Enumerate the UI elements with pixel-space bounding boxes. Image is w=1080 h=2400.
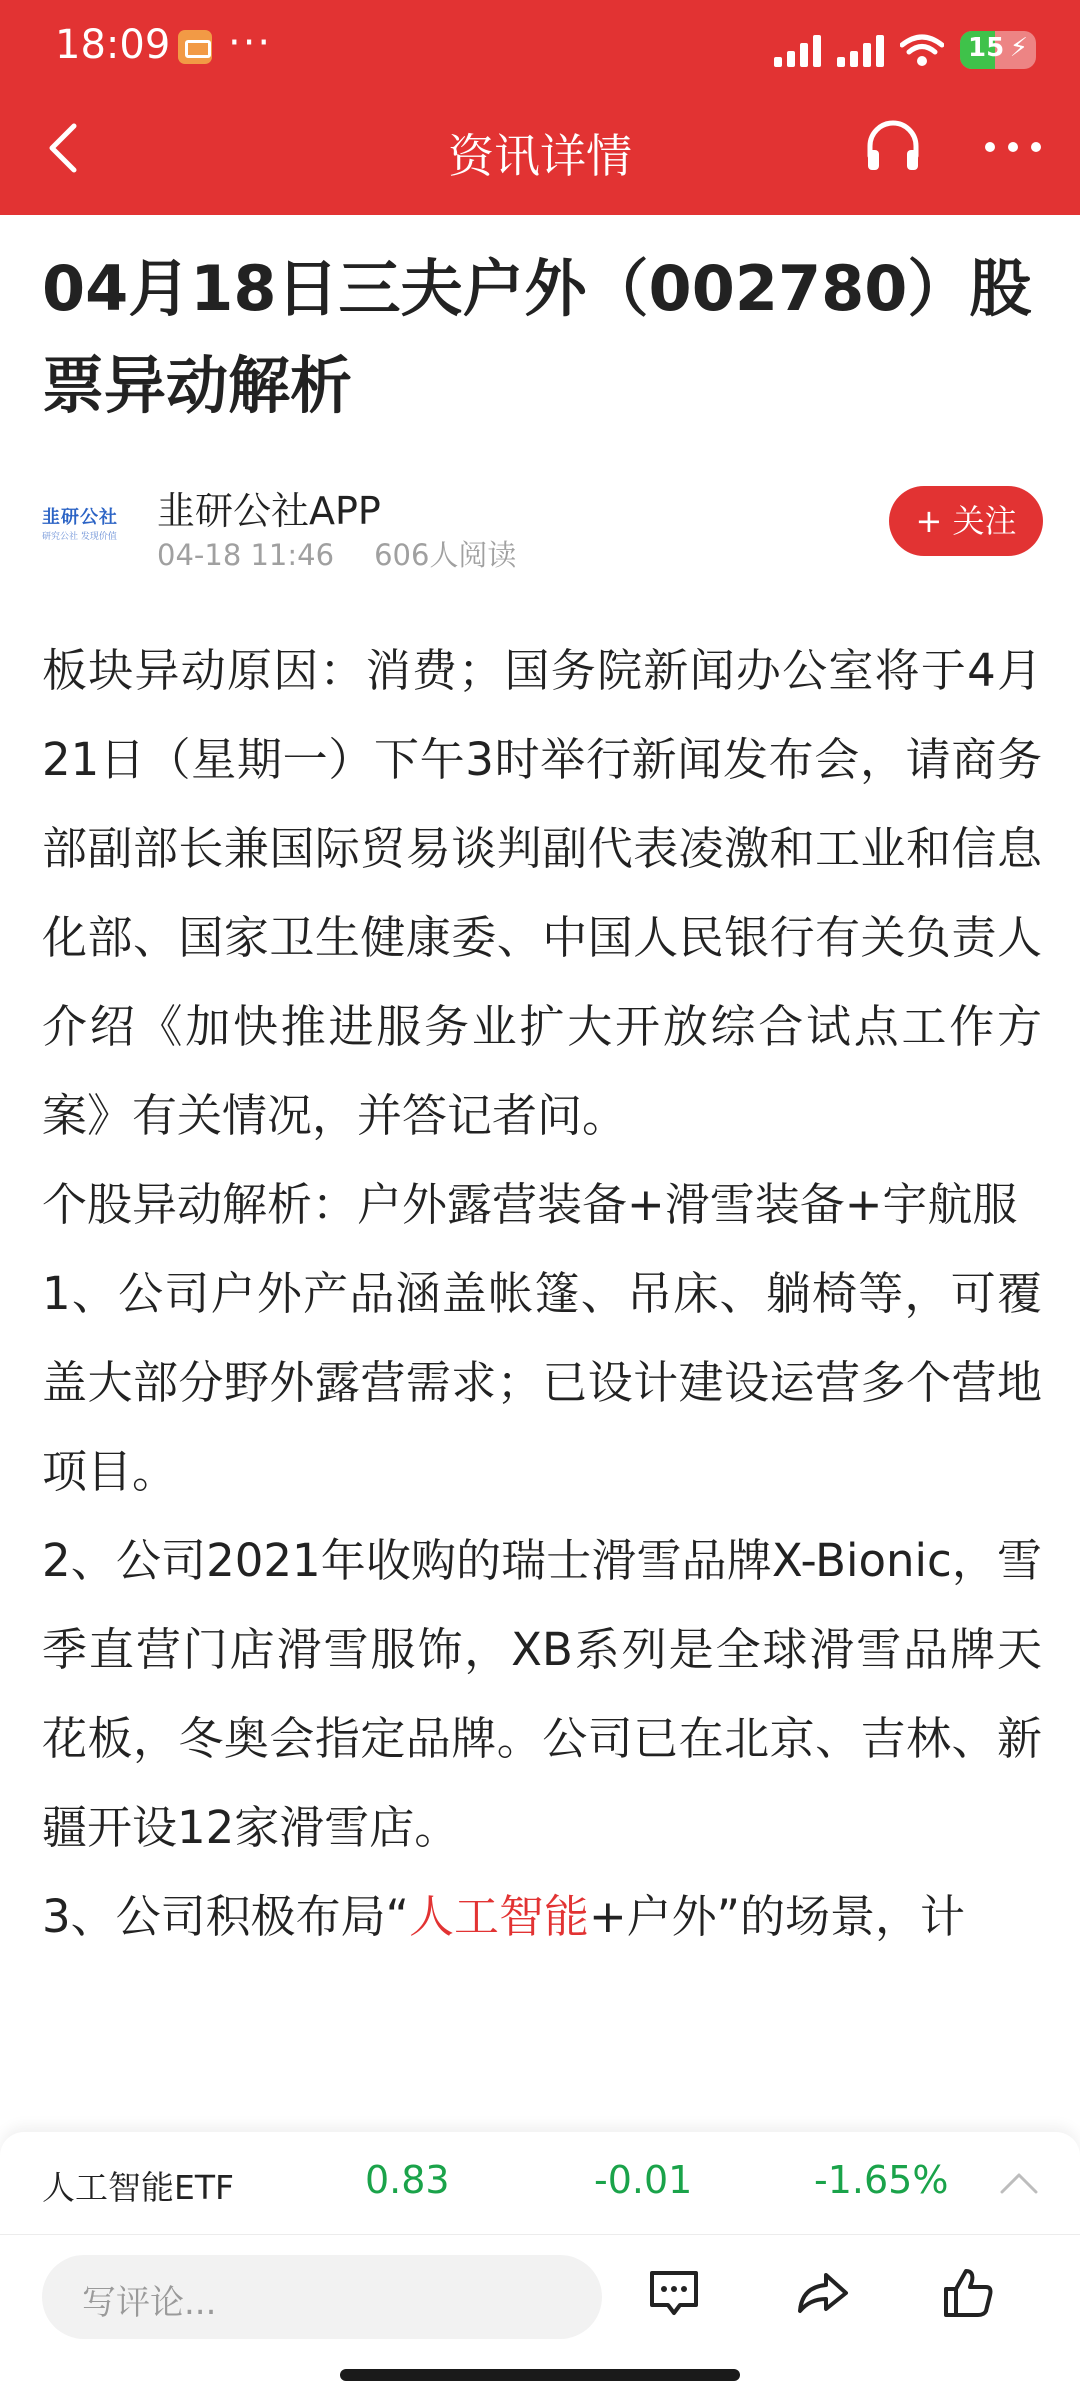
paragraph [42, 1872, 1042, 1961]
signal-icon [774, 33, 821, 67]
battery-icon [960, 31, 1036, 69]
author-logo-text: 韭研公社 [42, 507, 118, 528]
bottom-action-bar [0, 2234, 1080, 2400]
comment-input[interactable] [42, 2255, 602, 2339]
article-title: 04月18日三夫户外（002780）股票异动解析 [42, 252, 1032, 422]
page-title: 资讯详情 [448, 129, 632, 183]
author-row [42, 478, 1042, 588]
share-icon[interactable] [792, 2263, 852, 2323]
status-icons [774, 28, 1036, 72]
home-indicator[interactable] [340, 2369, 740, 2381]
paragraph: 2、公司2021年收购的瑞士滑雪品牌X-Bionic，雪季直营门店滑雪服饰，XB系列是全球滑雪品牌天花板，冬奥会指定品牌。公司已在北京、吉林、新疆开设12家滑雪店。 [42, 1534, 1042, 1854]
paragraph-text: +户外”的场景，计 [588, 1890, 965, 1943]
paragraph: 板块异动原因：消费；国务院新闻办公室将于4月21日（星期一）下午3时举行新闻发布会，请商务部副部长兼国际贸易谈判副代表凌激和工业和信息化部、国家卫生健康委、中国人民银行有关负责人介绍《加快推进服务业扩大开放综合试点工作方案》有关情况，并答记者问。 [42, 644, 1042, 1142]
signal-icon-2 [837, 33, 884, 67]
publish-date: 04-18 11:46 [157, 538, 335, 572]
ticker-percent: -1.65% [814, 2158, 949, 2202]
headphones-icon[interactable] [862, 116, 924, 178]
stock-ticker-bar[interactable] [0, 2132, 1080, 2234]
like-icon[interactable] [938, 2263, 998, 2323]
article-meta [157, 533, 516, 574]
wifi-icon [900, 33, 944, 67]
more-icon[interactable] [980, 116, 1046, 178]
header [0, 0, 1080, 215]
paragraph-text: 3、公司积极布局“ [42, 1890, 409, 1943]
paragraph: 1、公司户外产品涵盖帐篷、吊床、躺椅等，可覆盖大部分野外露营需求；已设计建设运营多个营地项目。 [42, 1267, 1042, 1498]
notification-app-icon [178, 30, 212, 64]
ticker-change: -0.01 [594, 2158, 693, 2202]
author-logo-subtext: 研究公社 发现价值 [42, 532, 117, 542]
follow-button[interactable]: + 关注 [889, 486, 1043, 556]
comment-placeholder: 写评论... [82, 2283, 217, 2323]
author-logo[interactable] [42, 503, 132, 553]
more-notifications-indicator: ··· [228, 20, 273, 66]
comment-icon[interactable] [644, 2263, 704, 2323]
author-name[interactable]: 韭研公社APP [157, 489, 381, 533]
read-count: 606人阅读 [374, 538, 517, 572]
article-body [42, 626, 1042, 1961]
charging-icon: ⚡ [1009, 33, 1028, 63]
chevron-up-icon[interactable] [996, 2160, 1042, 2206]
ticker-price: 0.83 [365, 2158, 450, 2202]
status-bar [0, 0, 1080, 98]
ticker-name: 人工智能ETF [42, 2168, 234, 2207]
paragraph: 个股异动解析：户外露营装备+滑雪装备+宇航服 [42, 1178, 1018, 1231]
nav-bar [0, 98, 1080, 215]
status-time: 18:09 [55, 22, 171, 68]
battery-level: 15 [968, 33, 1005, 63]
stock-concept-link[interactable]: 人工智能 [408, 1890, 589, 1943]
